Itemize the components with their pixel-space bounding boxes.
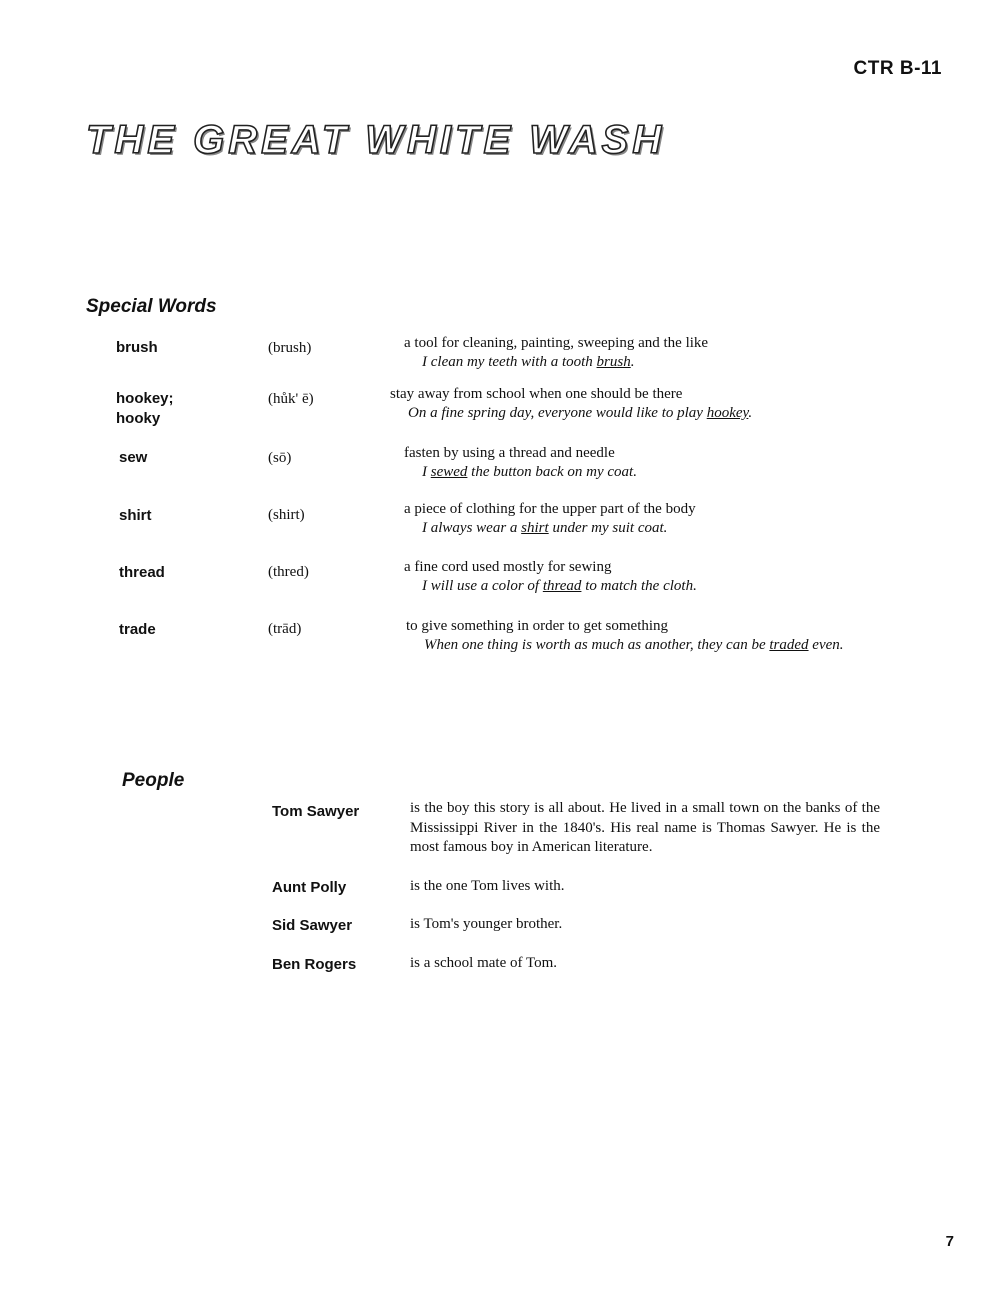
document-code: CTR B-11 [853,58,942,79]
word-pronunciation: (trād) [268,621,302,637]
person-name: Sid Sawyer [272,917,353,934]
word-definition [390,385,752,423]
word-pronunciation: (brush) [268,340,312,356]
word-pronunciation: (shirt) [268,507,305,523]
example-text: When one thing is worth as much as another, they can be [424,637,770,653]
definition-text: fasten by using a thread and needle [404,445,615,461]
example-text-end: the button back on my coat. [467,464,637,480]
example-text: I clean my teeth with a tooth [422,354,597,370]
example-text-end: even. [808,637,844,653]
word-term: brush [116,339,158,356]
definition-text: stay away from school when one should be there [390,386,683,402]
word-definition [406,617,844,655]
example-underlined-word: brush [596,354,631,370]
definition-text: a tool for cleaning, painting, sweeping and the like [404,335,709,351]
example-text: On a fine spring day, everyone would like to play [408,405,707,421]
page-title: THE GREAT WHITE WASH [86,118,666,162]
example-underlined-word: hookey [706,405,749,421]
example-sentence [390,404,752,423]
word-term: thread [119,564,165,581]
example-text-end: . [630,354,635,370]
person-description: is the boy this story is all about. He lived in a small town on the banks of the Mississippi River in the 1840's. His real name is Thomas Sawyer. He is the most famous boy in American literature. [410,800,880,855]
example-sentence [404,463,637,482]
example-text-end: under my suit coat. [548,520,668,536]
word-term-line2: hooky [116,410,161,427]
definition-text: a piece of clothing for the upper part of the body [404,501,696,517]
example-text-end: to match the cloth. [581,578,697,594]
person-name: Aunt Polly [272,879,347,896]
page-number: 7 [945,1233,954,1250]
person-description: is Tom's younger brother. [410,916,563,932]
people-heading: People [122,770,185,791]
word-definition [404,558,697,596]
example-text: I [422,464,431,480]
word-pronunciation: (sō) [268,450,292,466]
word-definition [404,500,696,538]
example-sentence [404,577,697,596]
word-pronunciation: (thred) [268,564,309,580]
person-name: Ben Rogers [272,956,357,973]
word-term: sew [119,449,148,466]
word-term: trade [119,621,156,638]
word-definition [404,334,708,372]
word-pronunciation: (hůk' ē) [268,391,314,407]
person-description: is a school mate of Tom. [410,955,557,971]
word-term [116,389,174,429]
example-text: I will use a color of [422,578,543,594]
definition-text: to give something in order to get something [406,618,669,634]
definition-text: a fine cord used mostly for sewing [404,559,612,575]
example-sentence [404,519,696,538]
example-sentence [406,636,844,655]
example-underlined-word: shirt [521,520,549,536]
special-words-heading: Special Words [86,296,217,317]
example-text: I always wear a [422,520,522,536]
example-underlined-word: sewed [430,464,468,480]
example-underlined-word: thread [542,578,582,594]
example-underlined-word: traded [769,637,809,653]
person-name: Tom Sawyer [272,803,360,820]
example-text-end: . [748,405,753,421]
word-term-line1: hookey; [116,390,174,407]
person-description: is the one Tom lives with. [410,878,565,894]
word-definition [404,444,637,482]
example-sentence [404,353,708,372]
word-term: shirt [119,507,152,524]
